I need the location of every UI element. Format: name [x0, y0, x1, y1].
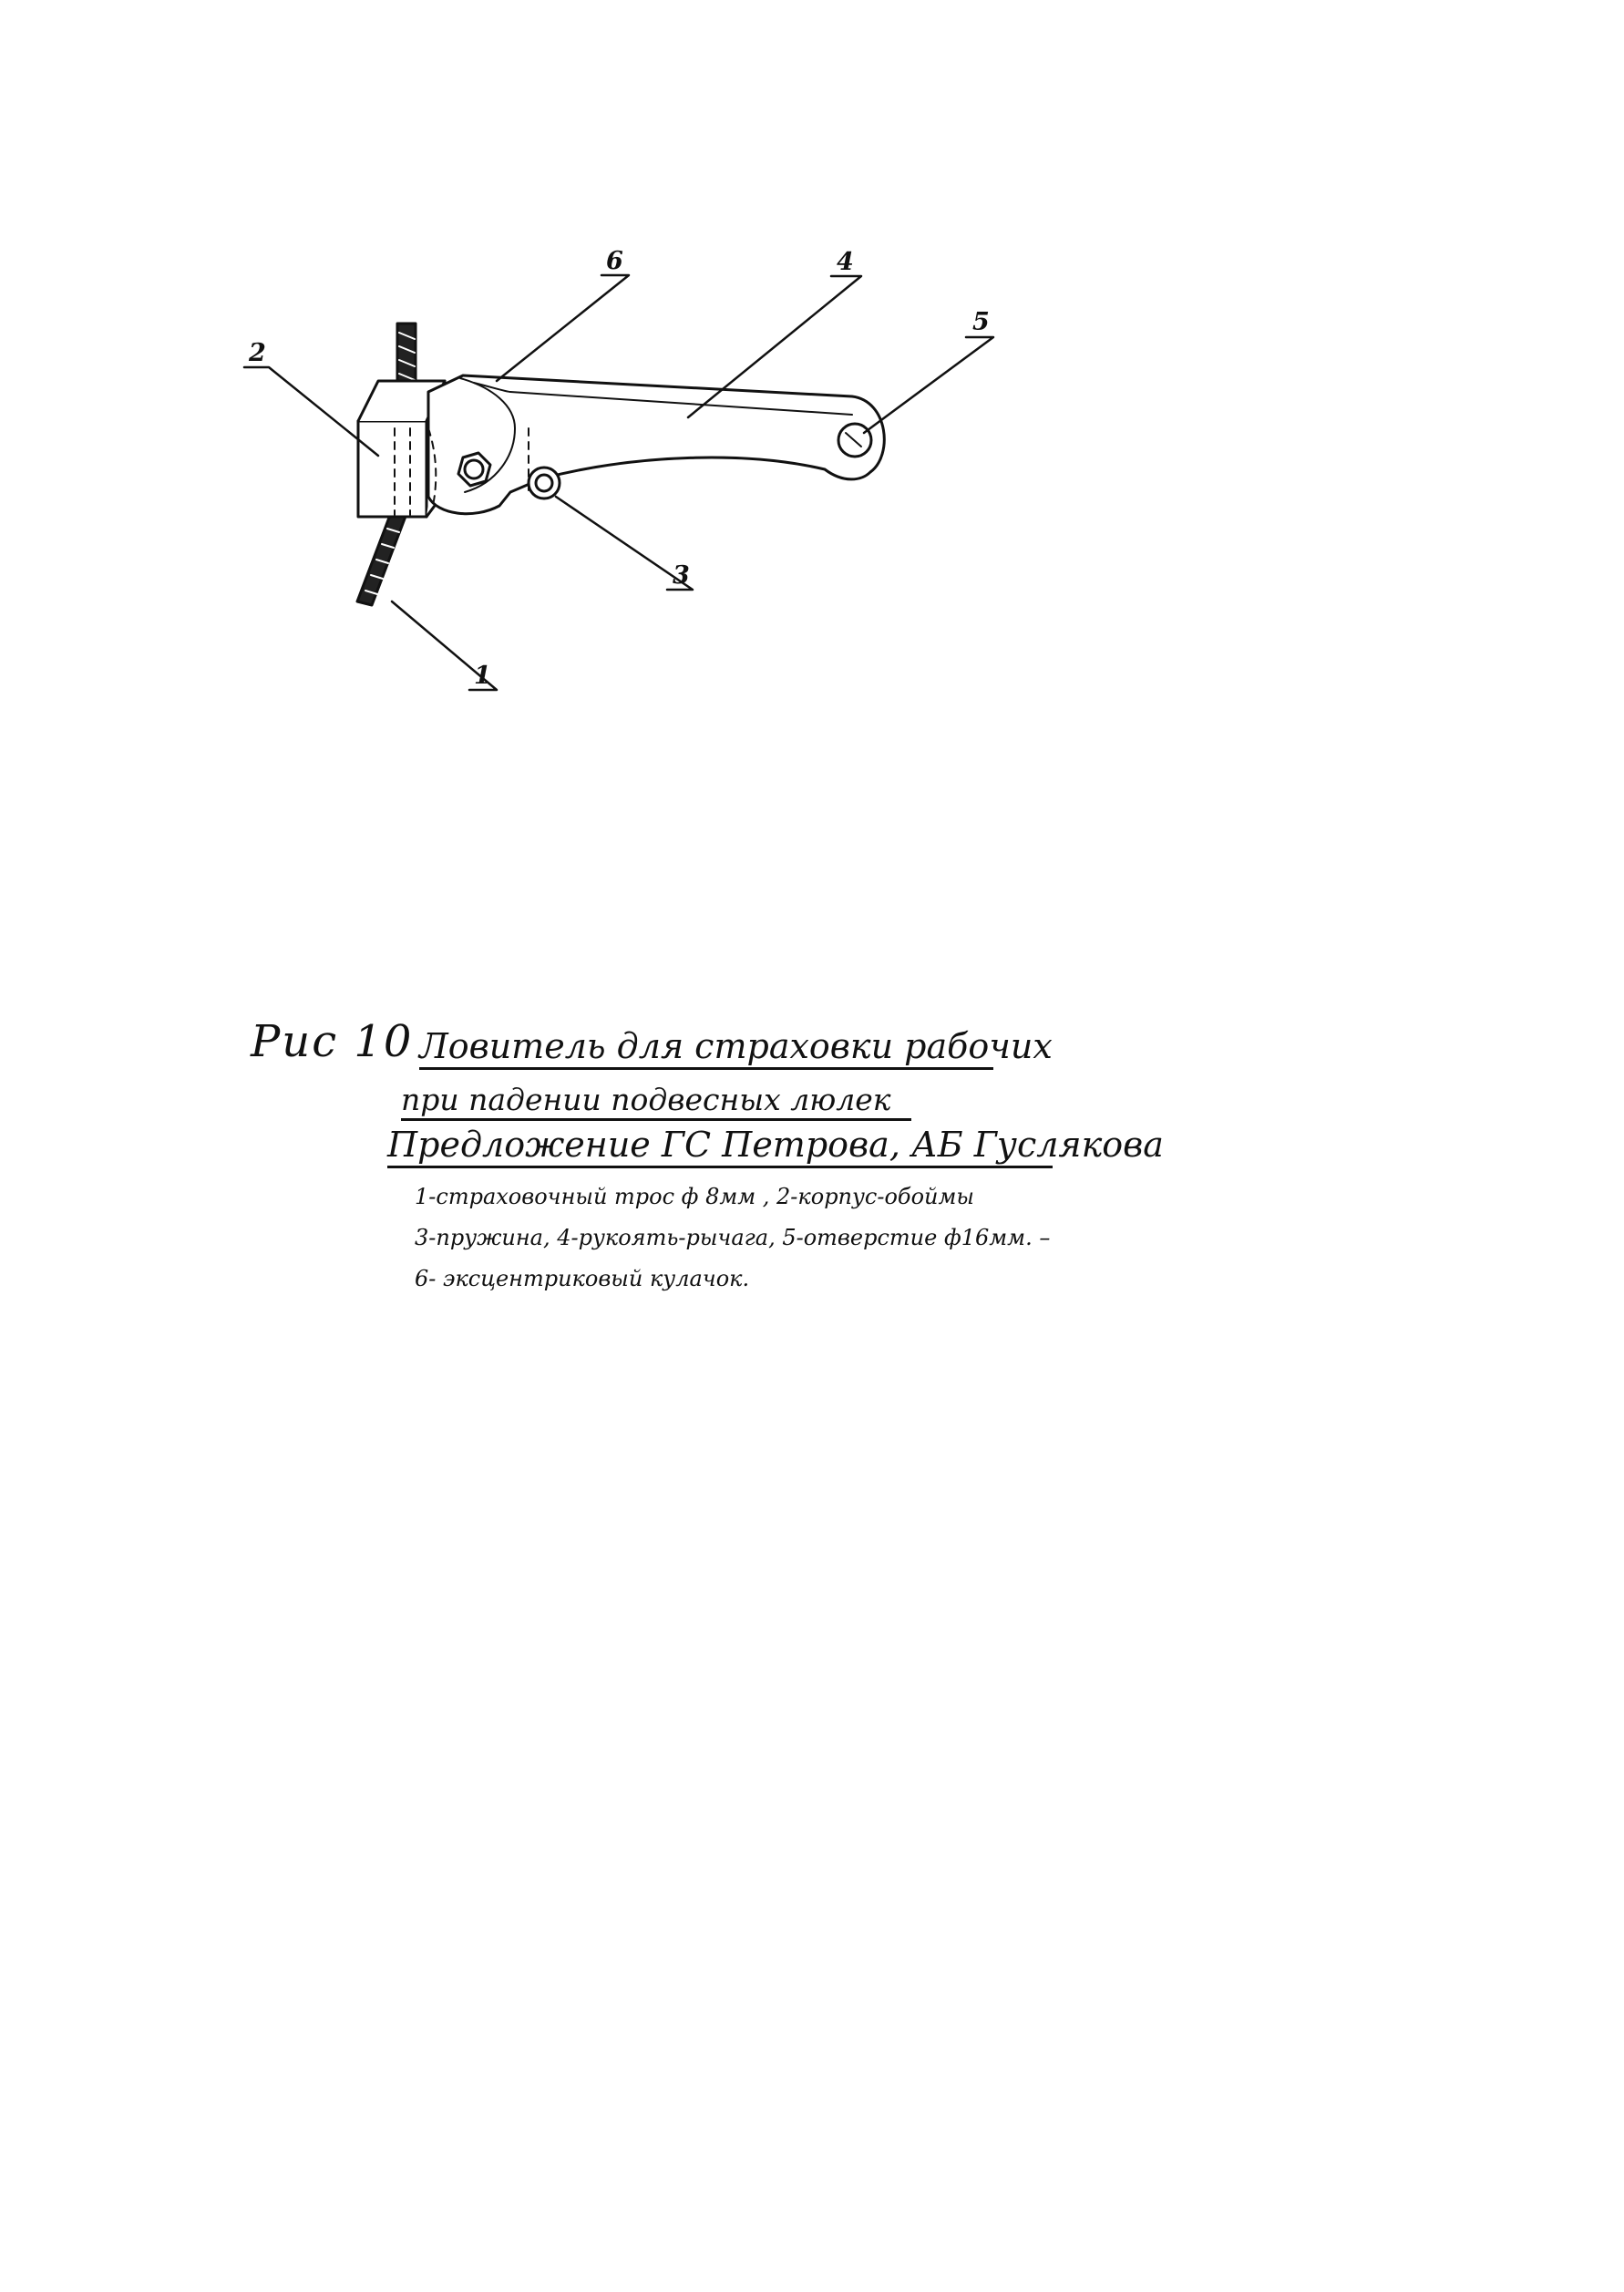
hole-16mm: [838, 424, 871, 457]
figure-label: Рис 10: [251, 1016, 414, 1067]
safety-rope-bottom: [357, 510, 406, 605]
figure-caption: [251, 1016, 1162, 1317]
caption-title-line-1: Ловитель для страховки рабочих: [419, 1029, 993, 1070]
legend-line-3: 6- эксцентриковый кулачок.: [415, 1266, 750, 1291]
callout-5: 5: [972, 308, 990, 336]
legend-line-1: 1-страховочный трос ф 8мм , 2-корпус-обоймы: [415, 1184, 974, 1209]
legend-line-2: 3-пружина, 4-рукоять-рычага, 5-отверстие ф16мм. –: [415, 1225, 1051, 1250]
leader-lines: [244, 275, 993, 690]
caption-title-line-2: при падении подвесных люлек: [401, 1084, 911, 1121]
callout-2: 2: [249, 339, 266, 367]
caption-title-line-3: Предложение ГС Петрова, АБ Гуслякова: [387, 1127, 1053, 1168]
callout-6: 6: [606, 247, 623, 275]
callout-3: 3: [673, 561, 690, 590]
callout-1: 1: [474, 662, 491, 690]
spring: [529, 468, 560, 498]
callout-4: 4: [837, 248, 854, 276]
